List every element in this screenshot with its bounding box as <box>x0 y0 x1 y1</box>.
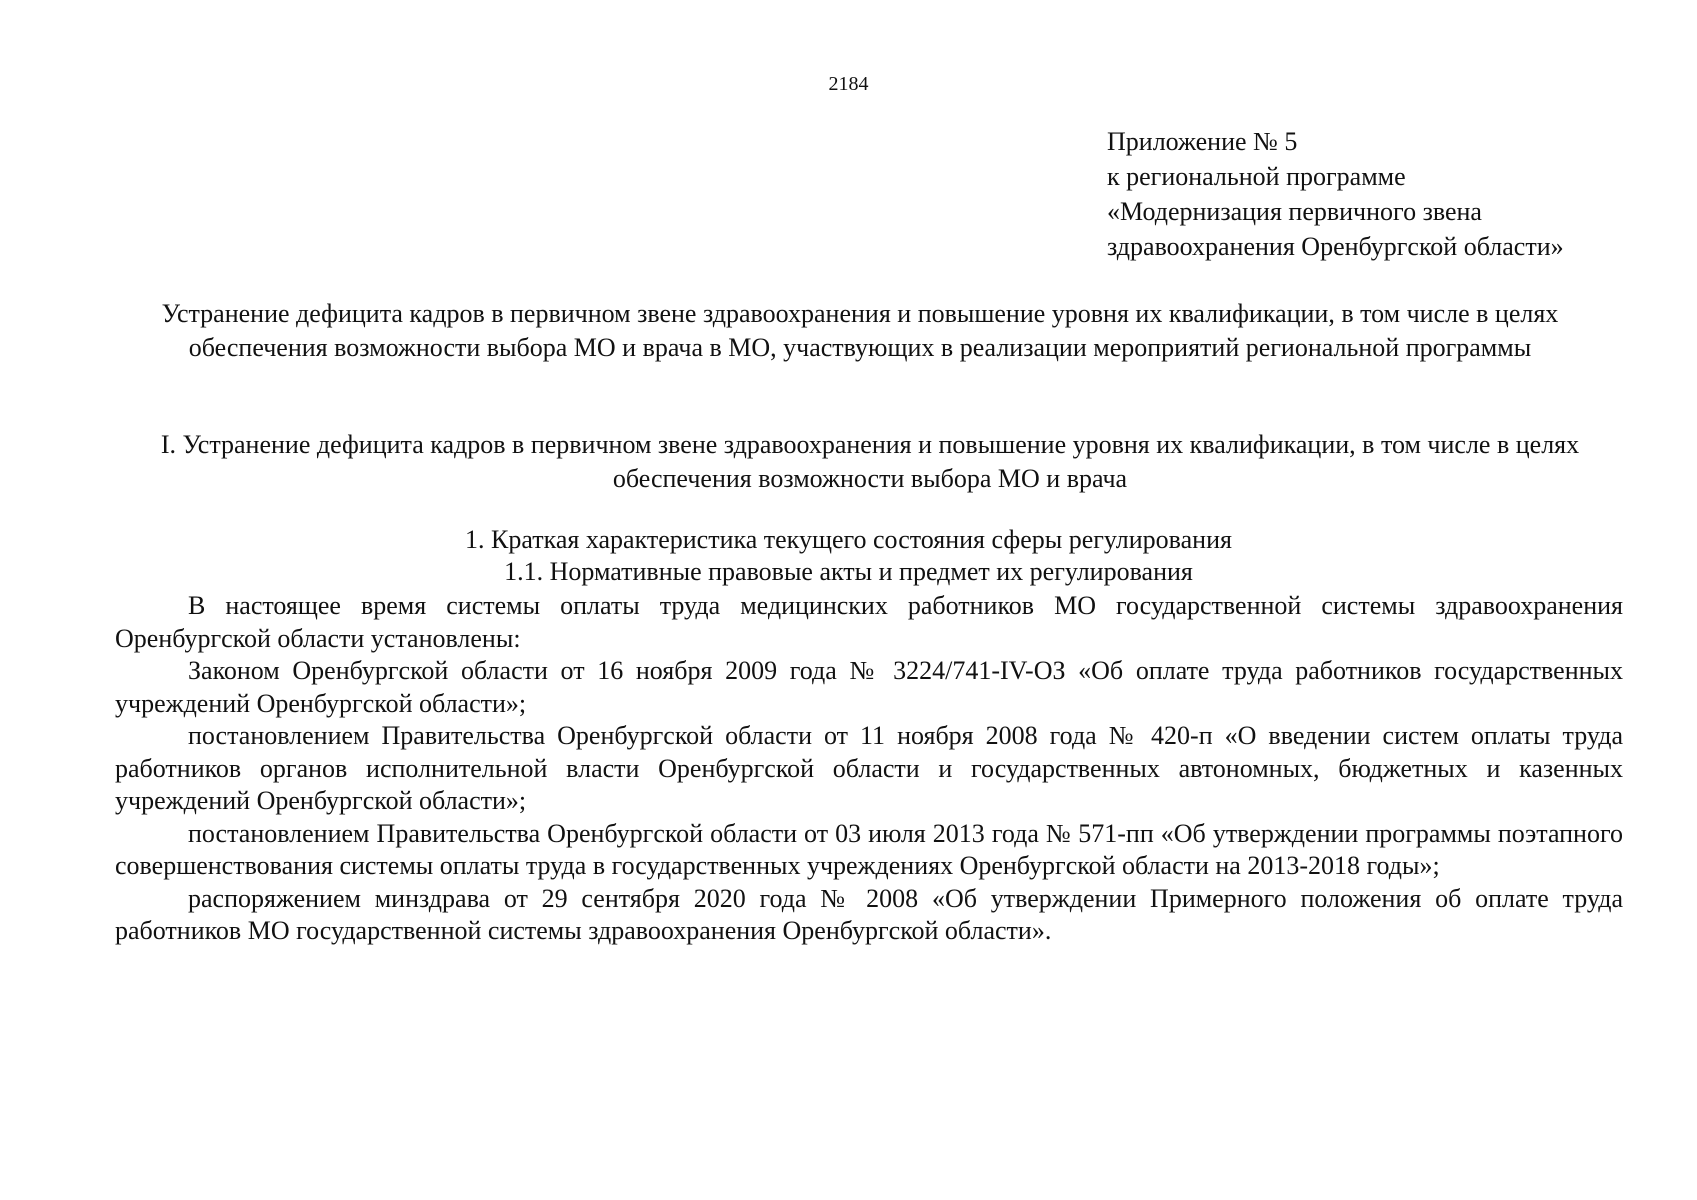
subsection-heading: 1.1. Нормативные правовые акты и предмет их регулирования <box>504 557 1193 586</box>
appendix-line: «Модернизация первичного звена <box>1107 197 1482 226</box>
subsection-heading: 1. Краткая характеристика текущего состояния сферы регулирования <box>465 525 1232 554</box>
appendix-line: к региональной программе <box>1107 162 1406 191</box>
appendix-line: Приложение № 5 <box>1107 127 1298 156</box>
paragraph: В настоящее время системы оплаты труда медицинских работников МО государственной системы здравоохранения Оренбургской области установлены: <box>115 591 1623 653</box>
paragraph: постановлением Правительства Оренбургской области от 03 июля 2013 года № 571-пп «Об утверждении программы поэтапного совершенствования системы оплаты труда в государственных учреждениях Оренбургской области на 2013-2018 годы»; <box>115 818 1623 880</box>
body-text <box>115 590 1623 948</box>
appendix-block <box>1107 124 1564 264</box>
appendix-line: здравоохранения Оренбургской области» <box>1107 232 1564 261</box>
page-number: 2184 <box>828 73 869 95</box>
section-title: I. Устранение дефицита кадров в первичном звене здравоохранения и повышение уровня их квалификации, в том числе в целях обеспечения возможности выбора МО и врача <box>160 430 1580 493</box>
paragraph: постановлением Правительства Оренбургской области от 11 ноября 2008 года № 420-п «О введении систем оплаты труда работников органов исполнительной власти Оренбургской области и государственных автономных, бюджетных и казенных учреждений Оренбургской области»; <box>115 721 1623 815</box>
document-title: Устранение дефицита кадров в первичном звене здравоохранения и повышение уровня их квалификации, в том числе в целях обеспечения возможности выбора МО и врача в МО, участвующих в реализации мероприятий региональной программы <box>161 299 1559 362</box>
paragraph: Законом Оренбургской области от 16 ноября 2009 года № 3224/741-IV-ОЗ «Об оплате труда работников государственных учреждений Оренбургской области»; <box>115 656 1623 718</box>
paragraph: распоряжением минздрава от 29 сентября 2020 года № 2008 «Об утверждении Примерного положения об оплате труда работников МО государственной системы здравоохранения Оренбургской области». <box>115 883 1623 945</box>
